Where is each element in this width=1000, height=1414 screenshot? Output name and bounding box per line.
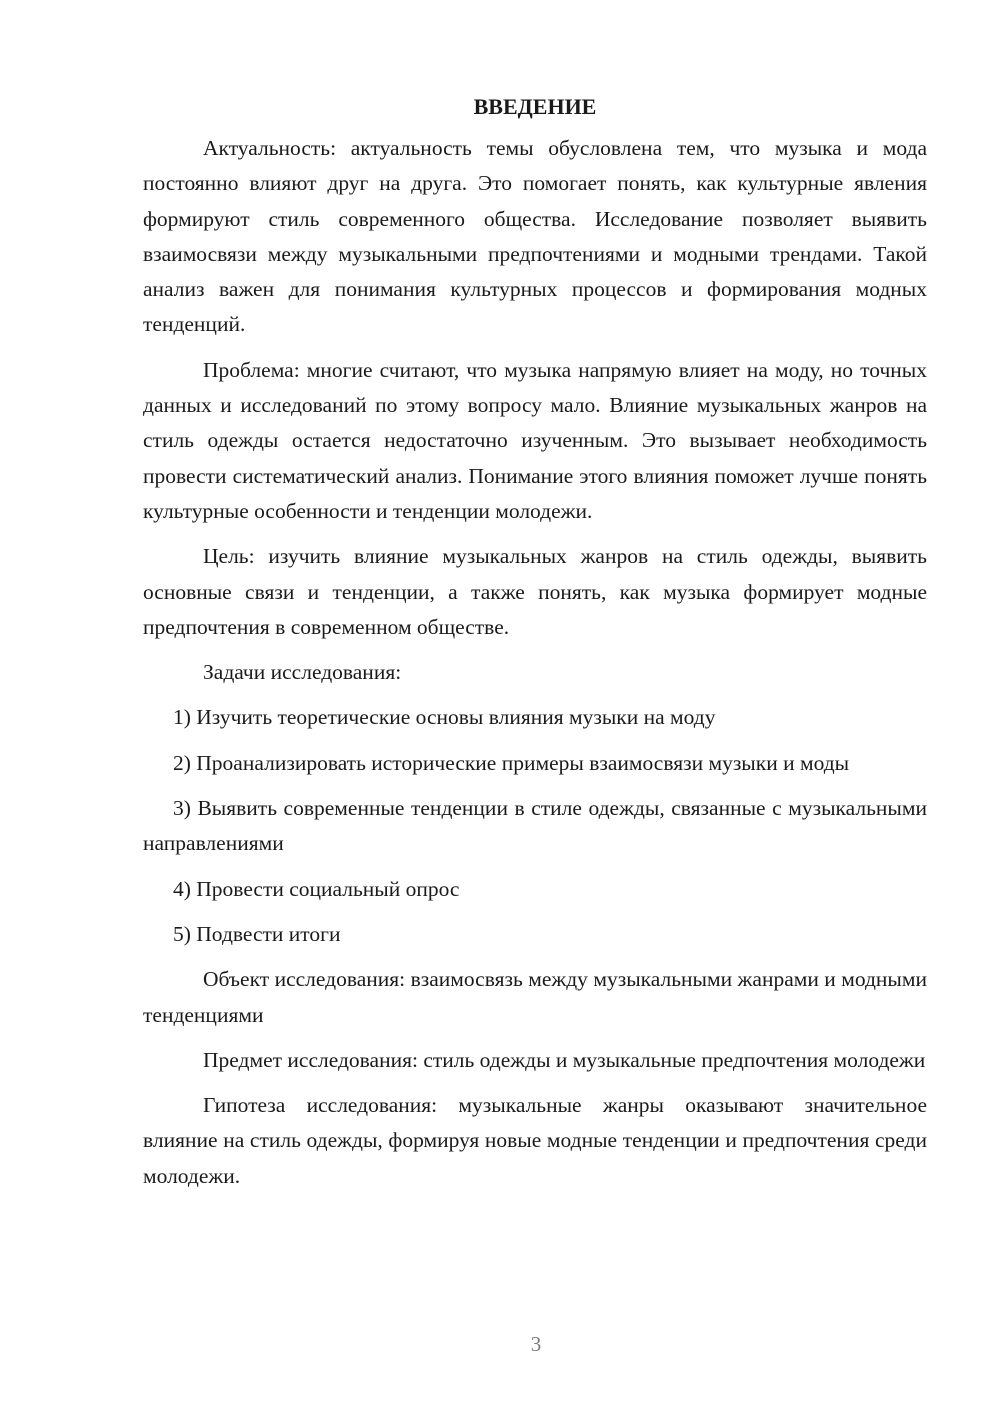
task-item-5: 5) Подвести итоги: [173, 921, 341, 946]
paragraph-goal: Цель: изучить влияние музыкальных жанров на стиль одежды, выявить основные связи и тенденции, а также понять, как музыка формирует модные предпочтения в современном обществе.: [143, 544, 927, 639]
paragraph-problem: Проблема: многие считают, что музыка напрямую влияет на моду, но точных данных и исследований по этому вопросу мало. Влияние музыкальных жанров на стиль одежды остается недостаточно изученным. Это вызывает необходимость провести систематический анализ. Понимание этого влияния поможет лучше понять культурные особенности и тенденции молодежи.: [143, 357, 927, 523]
paragraph-object: Объект исследования: взаимосвязь между музыкальными жанрами и модными тенденциями: [143, 967, 927, 1027]
tasks-title: Задачи исследования:: [203, 660, 402, 685]
paragraph-subject: Предмет исследования: стиль одежды и музыкальные предпочтения молодежи: [203, 1047, 926, 1072]
document-page: [143, 92, 927, 1204]
task-item-2: 2) Проанализировать исторические примеры взаимосвязи музыки и моды: [173, 750, 850, 775]
paragraph-hypothesis: Гипотеза исследования: музыкальные жанры оказывают значительное влияние на стиль одежды, формируя новые модные тенденции и предпочтения среди молодежи.: [143, 1093, 927, 1188]
paragraph-relevance: Актуальность: актуальность темы обусловлена тем, что музыка и мода постоянно влияют друг на друга. Это помогает понять, как культурные явления формируют стиль современного общества. Исследование позволяет выявить взаимосвязи между музыкальными предпочтениями и модными трендами. Такой анализ важен для понимания культурных процессов и формирования модных тенденций.: [143, 136, 927, 337]
task-item-1: 1) Изучить теоретические основы влияния музыки на моду: [173, 705, 716, 730]
task-item-3: 3) Выявить современные тенденции в стиле одежды, связанные с музыкальными направлениями: [143, 796, 927, 856]
page-number: 3: [530, 1332, 542, 1356]
task-item-4: 4) Провести социальный опрос: [173, 876, 460, 901]
page-title: ВВЕДЕНИЕ: [473, 94, 597, 119]
